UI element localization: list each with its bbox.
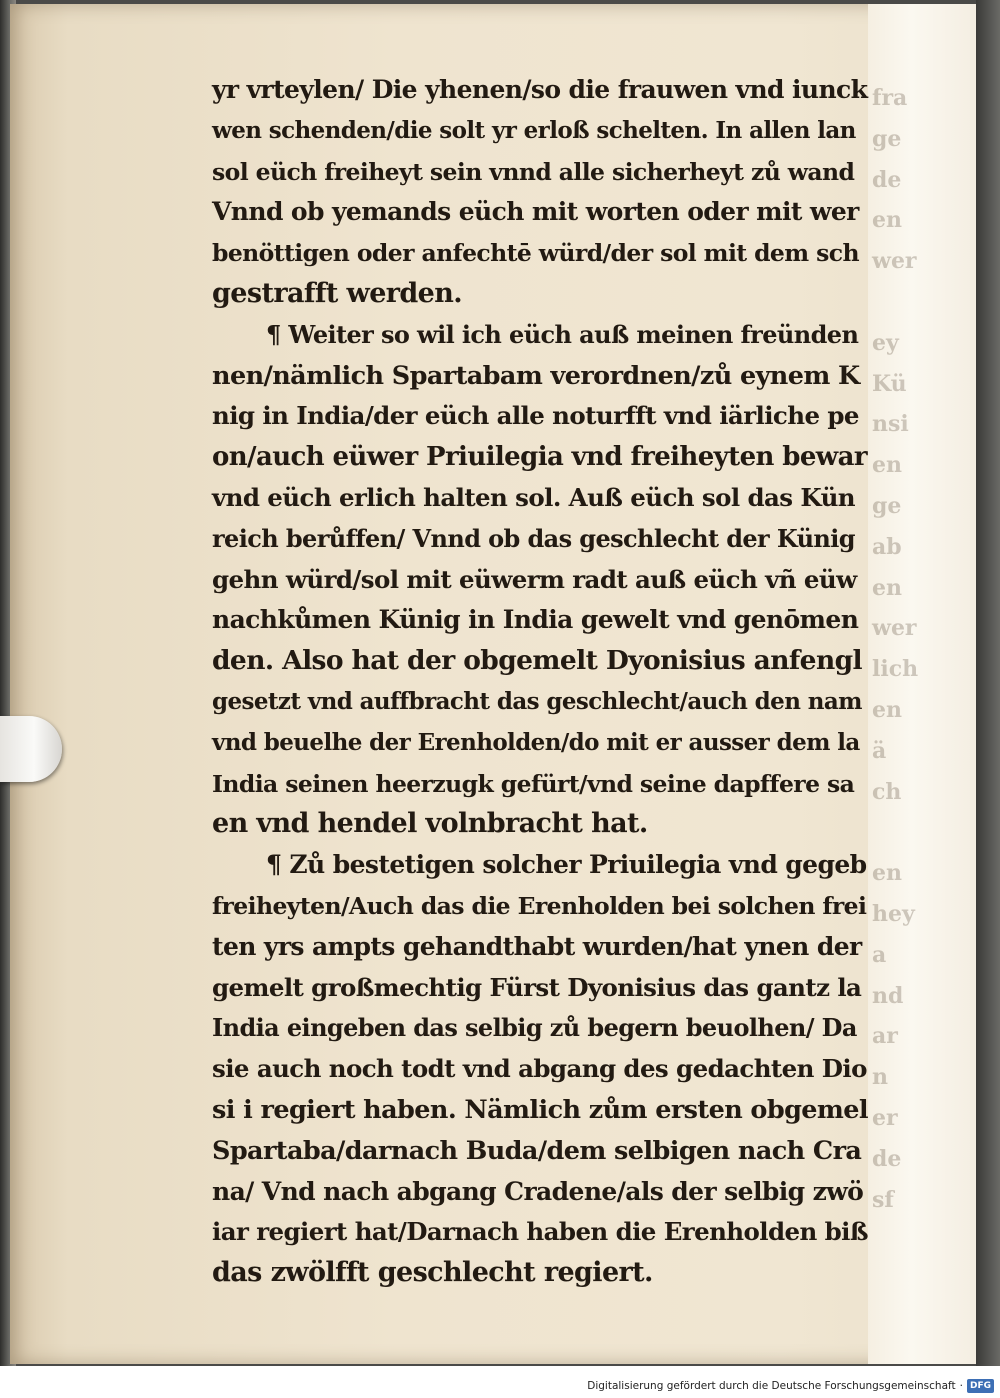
ghost-fragment: de (872, 166, 902, 193)
ghost-fragment (872, 1261, 972, 1302)
text-line: India seinen heerzugk gefürt/vnd seine dapffere sa (212, 769, 855, 798)
ghost-fragment: fra (872, 85, 908, 111)
text-line: freiheyten/Auch das die Erenholden bei solchen frei (212, 891, 867, 920)
ghost-fragment: nsi (872, 411, 909, 438)
ghost-fragment: sf (872, 1186, 894, 1213)
dfg-logo-icon[interactable]: DFG (967, 1379, 994, 1393)
text-line: sie auch noch todt vnd abgang des gedachten Dio (212, 1054, 867, 1084)
text-line: Vnnd ob yemands eüch mit worten oder mit wer (212, 197, 859, 227)
text-line: ¶ Weiter so wil ich eüch auß meinen freünden (266, 319, 859, 349)
text-line: en vnd hendel volnbracht hat. (212, 808, 648, 840)
ghost-fragment: ar (872, 1023, 898, 1050)
page-body-text (212, 70, 869, 1289)
text-line: den. Also hat der obgemelt Dyonisius anfengl (212, 645, 863, 677)
ghost-fragment: lich (872, 656, 919, 683)
text-line: India eingeben das selbig zů begern beuolhen/ Da (212, 1013, 857, 1043)
ghost-fragment: er (872, 1104, 898, 1131)
text-line: si i regiert haben. Nämlich zům ersten obgemel (212, 1094, 869, 1125)
text-line: vnd beuelhe der Erenholden/do mit er ausser dem la (212, 728, 860, 756)
ghost-fragment: hey (872, 900, 915, 927)
ghost-fragment: ey (872, 329, 899, 356)
ghost-fragment: n (872, 1064, 888, 1091)
ghost-fragment: ab (872, 533, 902, 560)
text-line: ten yrs ampts gehandthabt wurden/hat ynen der (212, 931, 862, 961)
text-line: gestrafft werden. (212, 277, 463, 309)
ghost-fragment: de (872, 1145, 902, 1172)
text-line: wen schenden/die solt yr erloß schelten. In allen lan (212, 116, 856, 144)
ghost-fragment: ge (872, 492, 902, 519)
ghost-fragment: en (872, 452, 902, 479)
ghost-fragment: ch (872, 778, 902, 805)
text-line: yr vrteylen/ Die yhenen/so die frauwen vnd iunck (212, 75, 868, 104)
credit-text: Digitalisierung gefördert durch die Deutsche Forschungsgemeinschaft (587, 1380, 956, 1392)
text-line: reich berůffen/ Vnnd ob das geschlecht der Künig (212, 523, 855, 553)
text-line: nig in India/der eüch alle noturfft vnd iärliche pe (212, 401, 859, 431)
ghost-fragment: ä (872, 737, 887, 764)
bleed-through-text (872, 78, 972, 1213)
text-line: gemelt großmechtig Fürst Dyonisius das gantz la (212, 972, 862, 1002)
text-line: ¶ Zů bestetigen solcher Priuilegia vnd gegeb (266, 850, 867, 880)
text-line: sol eüch freiheyt sein vnnd alle sicherheyt zů wand (212, 157, 855, 186)
text-line: nachkůmen Künig in India gewelt vnd genōmen (212, 605, 859, 635)
ghost-fragment: nd (872, 982, 904, 1009)
ghost-fragment: a (872, 941, 887, 968)
scan-right-edge (976, 0, 1000, 1366)
ghost-fragment: en (872, 860, 902, 887)
credit-separator: · (959, 1380, 963, 1392)
text-line: on/auch eüwer Priuilegia vnd freiheyten bewar (212, 442, 867, 473)
text-line: gesetzt vnd auffbracht das geschlecht/auch den nam (212, 687, 862, 715)
ghost-fragment (872, 1220, 972, 1261)
ghost-fragment: wer (872, 615, 917, 642)
text-line: na/ Vnd nach abgang Cradene/als der selbig zwö (212, 1176, 864, 1206)
ghost-fragment (872, 282, 972, 323)
digitization-credit (587, 1376, 994, 1396)
text-line: gehn würd/sol mit eüwerm radt auß eüch vñ eüw (212, 564, 857, 594)
ghost-fragment: en (872, 696, 902, 723)
text-line: vnd eüch erlich halten sol. Auß eüch sol das Kün (212, 482, 855, 512)
text-line: das zwölfft geschlecht regiert. (212, 1257, 653, 1289)
ghost-fragment: wer (872, 248, 917, 275)
text-line: Spartaba/darnach Buda/dem selbigen nach Cra (212, 1135, 862, 1166)
ghost-fragment: ge (872, 125, 902, 152)
ghost-fragment: Kü (872, 370, 907, 397)
ghost-fragment: en (872, 574, 902, 601)
ghost-fragment (872, 812, 972, 853)
text-line: iar regiert hat/Darnach haben die Erenholden biß (212, 1217, 868, 1247)
text-line: nen/nämlich Spartabam verordnen/zů eynem K (212, 360, 860, 391)
text-line: benöttigen oder anfechtē würd/der sol mit dem sch (212, 239, 859, 268)
ghost-fragment: en (872, 207, 902, 234)
